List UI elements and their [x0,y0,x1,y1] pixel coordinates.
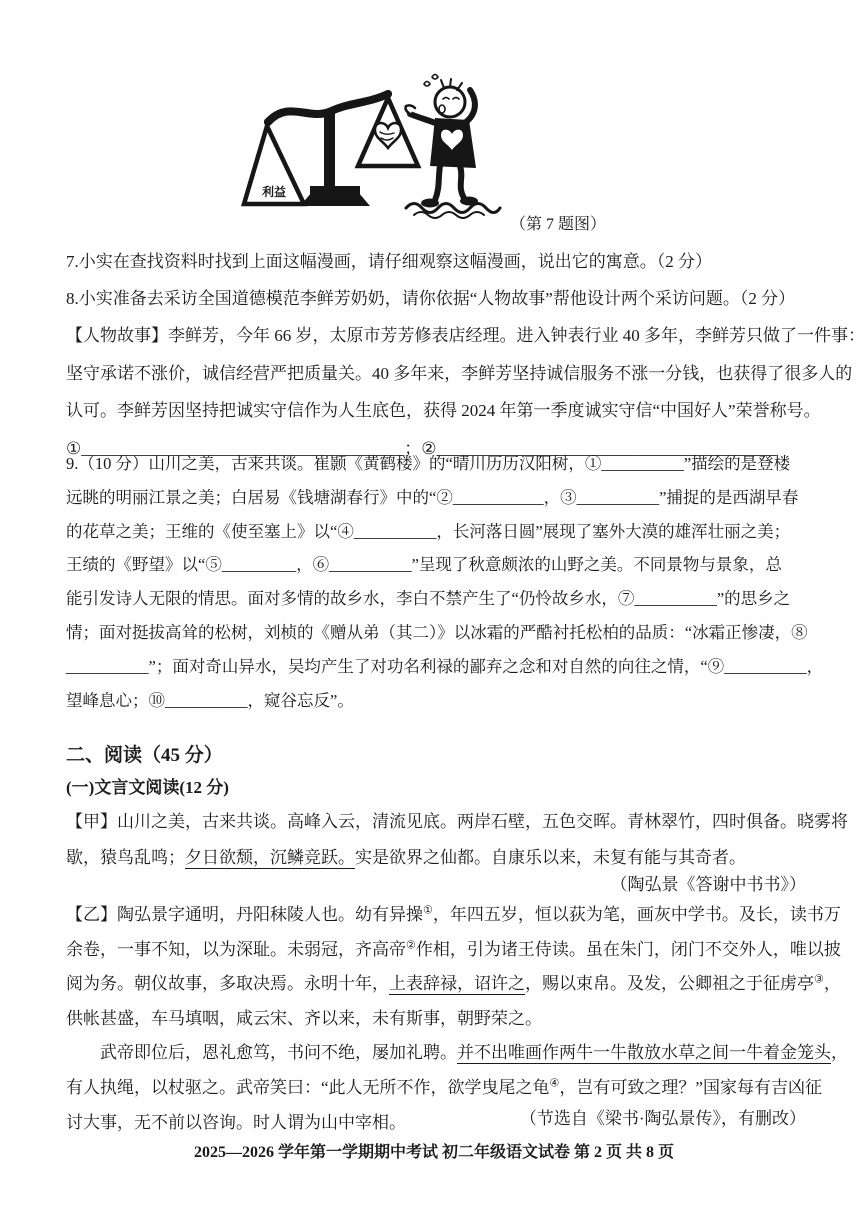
text-run: 余卷，一事不知，以为深耻。未弱冠，齐高帝 [66,939,406,959]
text-line [66,967,841,1002]
text-run: 【人物故事】李鲜芳，今年 66 岁，太原市芳芳修表店经理。进入钟表行业 40 多年，李鲜芳只做了一件事： [66,326,865,345]
text-run: ，赐以束帛。及发，公卿祖之于征虏亭 [525,974,814,993]
question-8: 8.小实准备去采访全国道德模范李鲜芳奶奶，请你依据“人物故事”帮他设计两个采访问题。（2 分） [66,289,796,308]
text-line [66,1070,822,1105]
underlined-text-run: 并不出唯画作两牛一牛散放水草之间一牛着金笼头 [457,1043,831,1062]
footnote-marker: ② [406,938,416,951]
passage-yi-para1 [66,898,841,1036]
text-line [66,650,822,684]
text-line [66,447,822,481]
text-run: 9.（10 分）山川之美，古来共谈。崔颢《黄鹤楼》的“晴川历历汉阳树，①__________”描绘的是登楼 [66,454,791,473]
footnote-marker: ④ [549,1077,560,1090]
text-line [66,684,822,718]
text-line [66,481,822,515]
text-run: ， [831,1043,848,1062]
text-run: 的花草之美；王维的《使至塞上》以“④__________，长河落日圆”展现了塞外大漠的雄浑壮丽之美； [66,521,791,541]
text-run: 作相，引为诸王侍读。虽在朱门，闭门不交外人，唯以披 [415,939,841,959]
pan-label-profit: 利益 [262,185,287,199]
passage-jia [66,804,848,876]
text-run: 供帐甚盛，车马填咽，咸云宋、齐以来，未有斯事，朝野荣之。 [66,1008,542,1028]
man-figure [406,75,479,208]
subsection-heading-classical: (一)文言文阅读(12 分) [66,778,229,797]
person-story-paragraph [66,317,865,467]
underlined-text-run: 上表辞禄，诏许之 [389,974,525,993]
text-line [66,1002,818,1037]
cartoon-caption: （第 7 题图） [510,216,607,233]
text-line [66,616,822,650]
text-line [66,548,822,582]
passage-yi-attribution: （节选自《梁书·陶弘景传》，有删改） [519,1109,806,1128]
text-run: 武帝即位后，恩礼愈笃，书问不绝，屡加礼聘。 [66,1043,457,1062]
page-footer: 2025—2026 学年第一学期期中考试 初二年级语文试卷 第 2 页 共 8 页 [193,1144,674,1161]
question-9-paragraph [66,447,822,717]
text-line [66,515,822,549]
cartoon-figure [238,72,508,230]
text-run: 【甲】山川之美，古来共谈。高峰入云，清流见底。两岸石壁，五色交晖。青林翠竹，四时俱备。晓雾将 [66,812,848,831]
text-line [66,1035,848,1070]
underlined-text-run: 夕日欲颓，沉鳞竞跃。 [185,848,355,867]
text-line [66,355,853,393]
text-run: ①______________________________________；②________________________________________ [66,438,777,458]
text-run: 歇，猿鸟乱鸣； [66,848,185,867]
text-run: ，岂有可致之理？”国家每有吉凶征 [559,1078,822,1097]
text-line [66,933,841,968]
text-line [66,898,841,933]
text-run: 坚守承诺不涨价，诚信经营严把质量关。40 多年来，李鲜芳坚持诚信服务不涨一分钱，也获得了很多人的 [66,363,853,383]
text-run: 王绩的《野望》以“⑤_________，⑥__________”呈现了秋意颇浓的山野之美。不同景物与景象，总 [66,555,782,575]
footnote-marker: ① [423,904,433,917]
text-run: 阅为务。朝仪故事，多取决焉。永明十年， [66,974,389,993]
text-run: 远眺的明丽江景之美；白居易《钱塘湖春行》中的“②___________，③__________”捕捉的是西湖早春 [66,487,799,507]
passage-jia-attribution: （陶弘景《答谢中书书》） [610,875,806,894]
ground-scribble [406,204,500,219]
text-run: 实是欲界之仙都。自康乐以来，未复有能与其奇者。 [355,848,746,867]
text-run: ， [823,974,841,993]
sweat-drops-icon [424,75,438,87]
text-run: 【乙】陶弘景字通明，丹阳秣陵人也。幼有异操 [66,905,423,924]
balance-scale-cartoon-icon [238,72,508,230]
text-line [66,317,865,355]
text-run: ，年四五岁，恒以荻为笔，画灰中学书。及长，读书万 [432,905,841,924]
question-7: 7.小实在查找资料时找到上面这幅漫画，请仔细观察这幅漫画，说出它的寓意。（2 分） [66,252,712,271]
text-run: 望峰息心；⑩__________，窥谷忘反”。 [66,690,354,710]
text-line [66,804,848,840]
footnote-marker: ③ [814,973,824,986]
text-run: 讨大事，无不前以咨询。时人谓为山中宰相。 [66,1113,406,1132]
section-heading-reading: 二、阅读（45 分） [66,745,223,766]
text-line [66,582,822,616]
text-line [66,392,821,430]
text-run: 能引发诗人无限的情思。面对多情的故乡水，李白不禁产生了“仍怜故乡水，⑦__________”的思乡之 [66,589,791,609]
heart-icon [375,123,401,148]
text-run: 情；面对挺拔高耸的松树，刘桢的《赠从弟（其二）》以冰霜的严酷衬托松柏的品质：“冰霜正惨凄，⑧ [66,622,808,642]
text-run: 有人执绳，以杖驱之。武帝笑曰：“此人无所不作，欲学曳尾之龟 [66,1078,550,1097]
text-run: 认可。李鲜芳因坚持把诚实守信作为人生底色，获得 2024 年第一季度诚实守信“中国好人”荣誉称号。 [66,401,821,420]
text-run: __________”；面对奇山异水，吴均产生了对功名利禄的鄙弃之念和对自然的向往之情，“⑨__________， [66,656,824,676]
